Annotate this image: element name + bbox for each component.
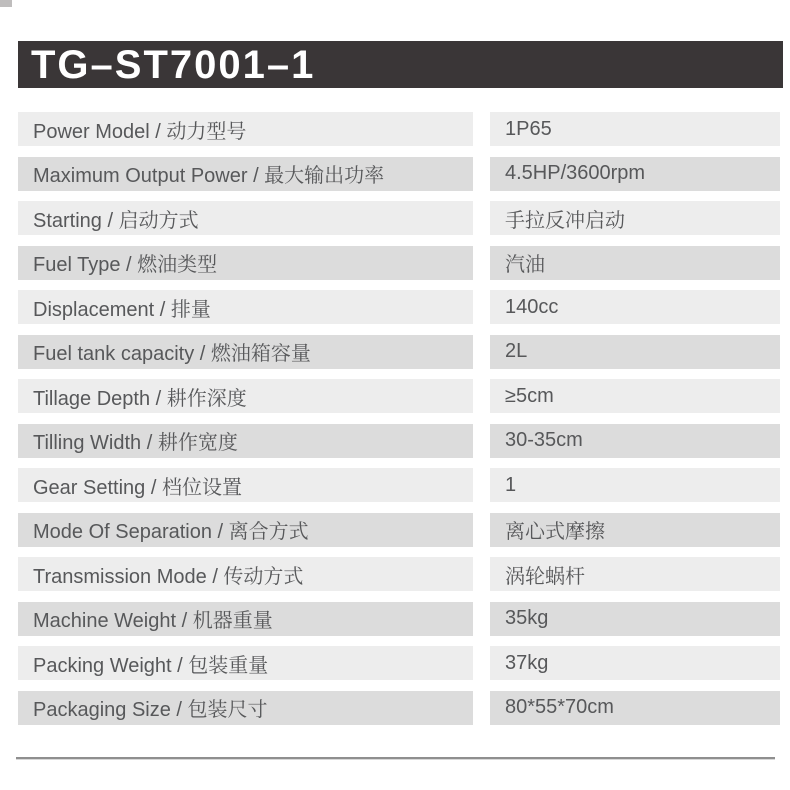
- spec-label: Mode Of Separation / 离合方式: [18, 513, 473, 547]
- spec-value: 1P65: [490, 112, 780, 146]
- spec-label: Tillage Depth / 耕作深度: [18, 379, 473, 413]
- spec-row: [0, 602, 790, 636]
- spec-label: Fuel tank capacity / 燃油箱容量: [18, 335, 473, 369]
- spec-row: [0, 468, 790, 502]
- spec-row: [0, 513, 790, 547]
- spec-value: 手拉反冲启动: [490, 201, 780, 235]
- spec-label: Fuel Type / 燃油类型: [18, 246, 473, 280]
- spec-label: Starting / 启动方式: [18, 201, 473, 235]
- product-model-title: TG–ST7001–1: [31, 42, 316, 87]
- spec-row: [0, 246, 790, 280]
- spec-row: [0, 112, 790, 146]
- spec-value: 80*55*70cm: [490, 691, 780, 725]
- spec-value: 37kg: [490, 646, 780, 680]
- spec-table: [0, 112, 790, 735]
- spec-row: [0, 557, 790, 591]
- spec-value: 1: [490, 468, 780, 502]
- spec-value: 4.5HP/3600rpm: [490, 157, 780, 191]
- spec-label: Power Model / 动力型号: [18, 112, 473, 146]
- corner-artifact-mark: [0, 0, 12, 7]
- spec-row: [0, 157, 790, 191]
- spec-label: Maximum Output Power / 最大输出功率: [18, 157, 473, 191]
- spec-label: Displacement / 排量: [18, 290, 473, 324]
- title-banner: [18, 41, 783, 88]
- spec-label: Packaging Size / 包装尺寸: [18, 691, 473, 725]
- spec-label: Transmission Mode / 传动方式: [18, 557, 473, 591]
- spec-label: Machine Weight / 机器重量: [18, 602, 473, 636]
- spec-label: Tilling Width / 耕作宽度: [18, 424, 473, 458]
- bottom-divider-line: [16, 757, 775, 759]
- spec-row: [0, 290, 790, 324]
- spec-value: 30-35cm: [490, 424, 780, 458]
- spec-value: 涡轮蜗杆: [490, 557, 780, 591]
- spec-label: Gear Setting / 档位设置: [18, 468, 473, 502]
- spec-value: 35kg: [490, 602, 780, 636]
- spec-value: ≥5cm: [490, 379, 780, 413]
- spec-row: [0, 379, 790, 413]
- spec-label: Packing Weight / 包装重量: [18, 646, 473, 680]
- spec-row: [0, 691, 790, 725]
- spec-value: 2L: [490, 335, 780, 369]
- spec-row: [0, 335, 790, 369]
- spec-row: [0, 201, 790, 235]
- spec-value: 140cc: [490, 290, 780, 324]
- spec-row: [0, 424, 790, 458]
- spec-value: 汽油: [490, 246, 780, 280]
- spec-row: [0, 646, 790, 680]
- spec-value: 离心式摩擦: [490, 513, 780, 547]
